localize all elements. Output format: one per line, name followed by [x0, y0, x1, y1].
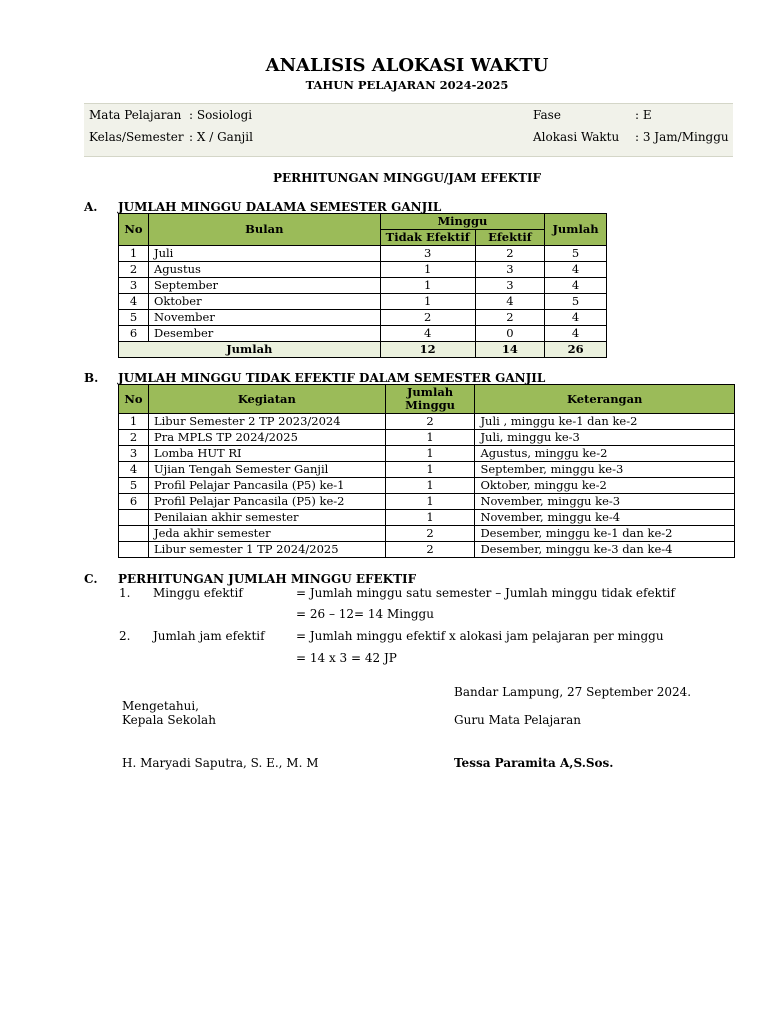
- table-row: [119, 478, 735, 494]
- header-bulan: Bulan: [148, 214, 380, 246]
- kelas-label: Kelas/Semester: [89, 130, 184, 144]
- header-jumlah: Jumlah: [545, 214, 607, 246]
- cell-bulan: Juli: [148, 246, 380, 262]
- cell-keterangan: Oktober, minggu ke-2: [475, 478, 735, 494]
- cell-tidak: 3: [380, 246, 475, 262]
- cell-no: 3: [119, 278, 149, 294]
- cell-keterangan: Juli , minggu ke-1 dan ke-2: [475, 414, 735, 430]
- mapel-label: Mata Pelajaran: [89, 108, 182, 122]
- fase-label: Fase: [533, 108, 561, 122]
- cell-kegiatan: Penilaian akhir semester: [148, 510, 385, 526]
- cell-jumlah: 1: [385, 446, 475, 462]
- cell-bulan: Agustus: [148, 262, 380, 278]
- header-efektif: Efektif: [475, 230, 544, 246]
- total-label: Jumlah: [119, 342, 381, 358]
- total-tidak: 12: [380, 342, 475, 358]
- cell-tidak: 4: [380, 326, 475, 342]
- cell-keterangan: November, minggu ke-4: [475, 510, 735, 526]
- total-jumlah: 26: [545, 342, 607, 358]
- cell-no: 6: [119, 494, 149, 510]
- cell-jumlah: 2: [385, 526, 475, 542]
- cell-efektif: 2: [475, 310, 544, 326]
- table-row: [119, 414, 735, 430]
- cell-keterangan: Desember, minggu ke-3 dan ke-4: [475, 542, 735, 558]
- table-total-row: [119, 342, 607, 358]
- header-jumlah-line2: Minggu: [405, 398, 456, 412]
- cell-kegiatan: Ujian Tengah Semester Ganjil: [148, 462, 385, 478]
- calc-1-formula: = Jumlah minggu satu semester – Jumlah minggu tidak efektif: [296, 586, 675, 600]
- table-row: [119, 294, 607, 310]
- cell-efektif: 2: [475, 246, 544, 262]
- calc-2-result: = 14 x 3 = 42 JP: [296, 651, 397, 665]
- cell-keterangan: Desember, minggu ke-1 dan ke-2: [475, 526, 735, 542]
- kepala-sekolah-label: Kepala Sekolah: [122, 713, 216, 727]
- cell-efektif: 0: [475, 326, 544, 342]
- cell-kegiatan: Pra MPLS TP 2024/2025: [148, 430, 385, 446]
- cell-bulan: November: [148, 310, 380, 326]
- header-kegiatan: Kegiatan: [148, 385, 385, 414]
- cell-no: 5: [119, 310, 149, 326]
- cell-jumlah: 4: [545, 262, 607, 278]
- cell-jumlah: 1: [385, 430, 475, 446]
- table-row: [119, 278, 607, 294]
- table-row: [119, 446, 735, 462]
- cell-kegiatan: Jeda akhir semester: [148, 526, 385, 542]
- guru-name: Tessa Paramita A,S.Sos.: [454, 756, 614, 770]
- cell-tidak: 1: [380, 294, 475, 310]
- header-jumlah-line1: Jumlah: [406, 385, 454, 399]
- cell-kegiatan: Libur semester 1 TP 2024/2025: [148, 542, 385, 558]
- cell-jumlah: 5: [545, 246, 607, 262]
- cell-no: 3: [119, 446, 149, 462]
- calc-2-formula: = Jumlah minggu efektif x alokasi jam pelajaran per minggu: [296, 629, 664, 643]
- cell-no: 2: [119, 430, 149, 446]
- cell-keterangan: November, minggu ke-3: [475, 494, 735, 510]
- alokasi-label: Alokasi Waktu: [533, 130, 620, 144]
- cell-no: 5: [119, 478, 149, 494]
- cell-jumlah: 5: [545, 294, 607, 310]
- calc-1-number: 1.: [119, 586, 131, 600]
- cell-tidak: 1: [380, 262, 475, 278]
- cell-no: 6: [119, 326, 149, 342]
- table-row: [119, 310, 607, 326]
- table-row: [119, 510, 735, 526]
- header-keterangan: Keterangan: [475, 385, 735, 414]
- section-c-title: PERHITUNGAN JUMLAH MINGGU EFEKTIF: [118, 572, 417, 586]
- table-row: [119, 326, 607, 342]
- cell-bulan: Oktober: [148, 294, 380, 310]
- cell-no: [119, 510, 149, 526]
- cell-bulan: September: [148, 278, 380, 294]
- document-subtitle: TAHUN PELAJARAN 2024-2025: [305, 78, 509, 92]
- table-row: [119, 262, 607, 278]
- cell-jumlah: 1: [385, 494, 475, 510]
- table-kegiatan: [118, 384, 735, 558]
- header-no: No: [119, 385, 149, 414]
- cell-bulan: Desember: [148, 326, 380, 342]
- cell-jumlah: 1: [385, 510, 475, 526]
- cell-kegiatan: Profil Pelajar Pancasila (P5) ke-1: [148, 478, 385, 494]
- kelas-value: : X / Ganjil: [189, 130, 253, 144]
- cell-no: 4: [119, 462, 149, 478]
- table-row: [119, 246, 607, 262]
- header-no: No: [119, 214, 149, 246]
- cell-kegiatan: Lomba HUT RI: [148, 446, 385, 462]
- section-a-letter: A.: [84, 200, 98, 214]
- table-row: [119, 526, 735, 542]
- alokasi-value: : 3 Jam/Minggu: [635, 130, 729, 144]
- total-efektif: 14: [475, 342, 544, 358]
- cell-no: 1: [119, 246, 149, 262]
- cell-no: [119, 542, 149, 558]
- mapel-value: : Sosiologi: [189, 108, 253, 122]
- cell-jumlah: 4: [545, 326, 607, 342]
- section-c-letter: C.: [84, 572, 98, 586]
- cell-keterangan: September, minggu ke-3: [475, 462, 735, 478]
- cell-efektif: 3: [475, 262, 544, 278]
- cell-jumlah: 1: [385, 478, 475, 494]
- guru-label: Guru Mata Pelajaran: [454, 713, 581, 727]
- section-heading: PERHITUNGAN MINGGU/JAM EFEKTIF: [272, 171, 542, 185]
- place-date: Bandar Lampung, 27 September 2024.: [454, 685, 692, 699]
- cell-no: 1: [119, 414, 149, 430]
- cell-efektif: 3: [475, 278, 544, 294]
- table-row: [119, 462, 735, 478]
- calc-1-result: = 26 – 12= 14 Minggu: [296, 607, 434, 621]
- fase-value: : E: [635, 108, 652, 122]
- cell-no: [119, 526, 149, 542]
- cell-tidak: 1: [380, 278, 475, 294]
- mengetahui-label: Mengetahui,: [122, 699, 199, 713]
- section-b-letter: B.: [84, 371, 99, 385]
- cell-keterangan: Agustus, minggu ke-2: [475, 446, 735, 462]
- header-jumlah-minggu: [385, 385, 475, 414]
- cell-keterangan: Juli, minggu ke-3: [475, 430, 735, 446]
- cell-jumlah: 1: [385, 462, 475, 478]
- cell-kegiatan: Libur Semester 2 TP 2023/2024: [148, 414, 385, 430]
- document-title: ANALISIS ALOKASI WAKTU: [265, 55, 549, 76]
- cell-efektif: 4: [475, 294, 544, 310]
- header-minggu: Minggu: [380, 214, 545, 230]
- cell-no: 4: [119, 294, 149, 310]
- header-tidak-efektif: Tidak Efektif: [380, 230, 475, 246]
- calc-2-number: 2.: [119, 629, 131, 643]
- kepala-sekolah-name: H. Maryadi Saputra, S. E., M. M: [122, 756, 319, 770]
- cell-no: 2: [119, 262, 149, 278]
- section-b-title: JUMLAH MINGGU TIDAK EFEKTIF DALAM SEMESTER GANJIL: [118, 371, 546, 385]
- cell-jumlah: 4: [545, 310, 607, 326]
- cell-jumlah: 4: [545, 278, 607, 294]
- section-a-title: JUMLAH MINGGU DALAMA SEMESTER GANJIL: [118, 200, 442, 214]
- table-minggu: [118, 213, 607, 358]
- cell-jumlah: 2: [385, 542, 475, 558]
- table-row: [119, 542, 735, 558]
- table-row: [119, 494, 735, 510]
- cell-tidak: 2: [380, 310, 475, 326]
- calc-1-label: Minggu efektif: [153, 586, 243, 600]
- cell-jumlah: 2: [385, 414, 475, 430]
- cell-kegiatan: Profil Pelajar Pancasila (P5) ke-2: [148, 494, 385, 510]
- table-row: [119, 430, 735, 446]
- calc-2-label: Jumlah jam efektif: [153, 629, 265, 643]
